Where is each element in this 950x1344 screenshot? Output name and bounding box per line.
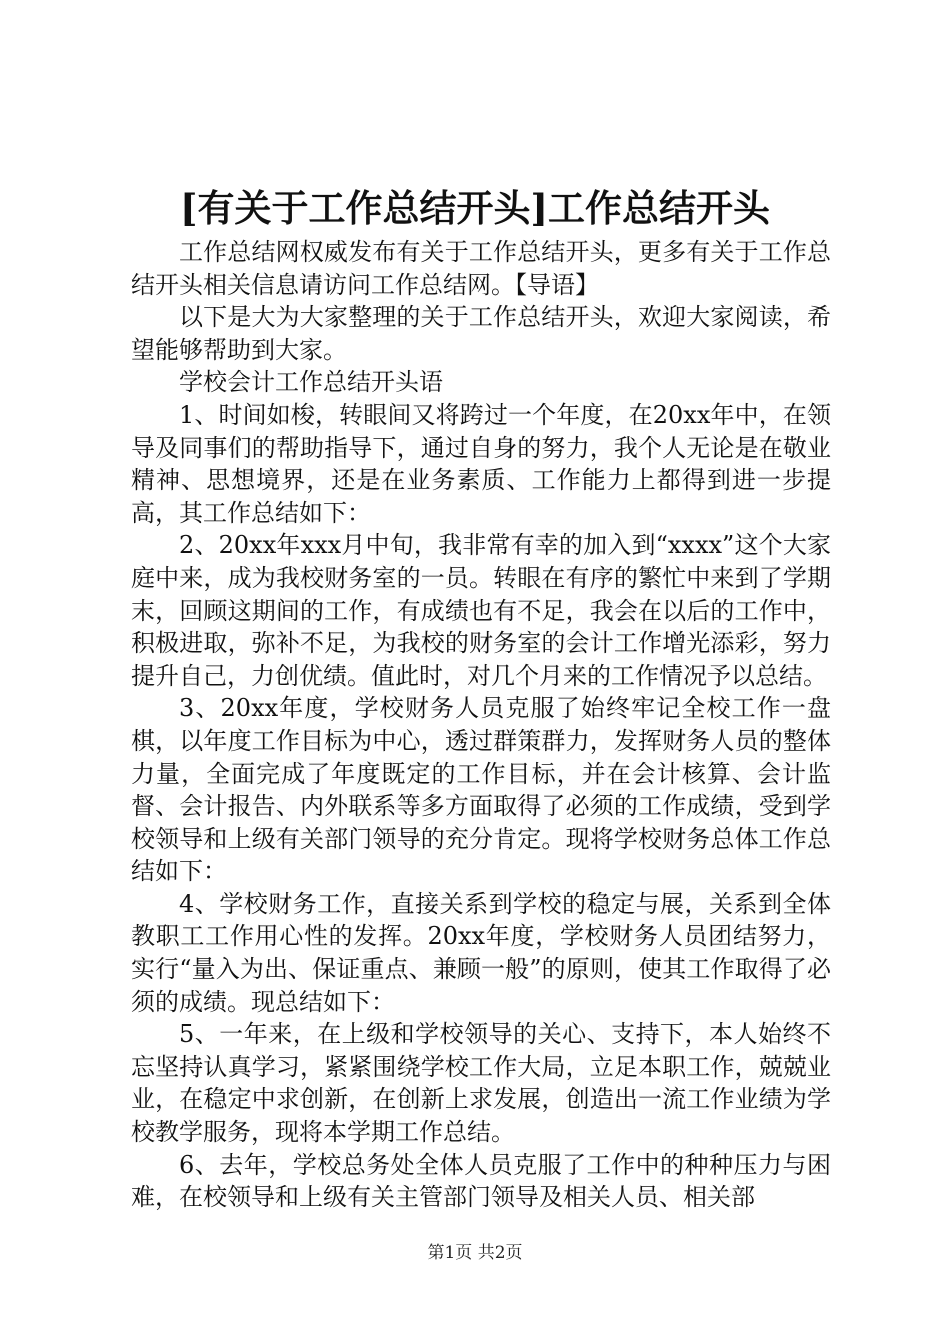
paragraph-item-3: 3、20xx年度，学校财务人员克服了始终牢记全校工作一盘棋，以年度工作目标为中心，透过群策群力，发挥财务人员的整体力量，全面完成了年度既定的工作目标，并在会计核算、会计监督、会计报告、内外联系等多方面取得了必须的工作成绩，受到学校领导和上级有关部门领导的充分肯定。现将学校财务总体工作总结如下： xyxy=(131,694,831,886)
paragraph-item-4: 4、学校财务工作，直接关系到学校的稳定与展，关系到全体教职工工作用心性的发挥。20xx年度，学校财务人员团结努力，实行“量入为出、保证重点、兼顾一般”的原则，使其工作取得了必须的成绩。现总结如下： xyxy=(131,889,831,1016)
document-title: [有关于工作总结开头]工作总结开头 xyxy=(179,186,770,230)
paragraph-item-5: 5、一年来，在上级和学校领导的关心、支持下，本人始终不忘坚持认真学习，紧紧围绕学校工作大局，立足本职工作，兢兢业业，在稳定中求创新，在创新上求发展，创造出一流工作业绩为学校教学服务，现将本学期工作总结。 xyxy=(131,1020,831,1147)
paragraph-item-2: 2、20xx年xxx月中旬，我非常有幸的加入到“xxxx”这个大家庭中来，成为我校财务室的一员。转眼在有序的繁忙中来到了学期末，回顾这期间的工作，有成绩也有不足，我会在以后的工作中，积极进取，弥补不足，为我校的财务室的会计工作增光添彩，努力提升自己，力创优绩。值此时，对几个月来的工作情况予以总结。 xyxy=(131,531,831,690)
paragraph-intro: 工作总结网权威发布有关于工作总结开头，更多有关于工作总结开头相关信息请访问工作总结网。【导语】 xyxy=(131,238,831,299)
paragraph-lead: 以下是大为大家整理的关于工作总结开头，欢迎大家阅读，希望能够帮助到大家。 xyxy=(131,303,831,364)
paragraph-item-1: 1、时间如梭，转眼间又将跨过一个年度，在20xx年中，在领导及同事们的帮助指导下，通过自身的努力，我个人无论是在敬业精神、思想境界，还是在业务素质、工作能力上都得到进一步提高，其工作总结如下： xyxy=(131,400,831,527)
document-body xyxy=(131,236,831,1214)
paragraph-item-6: 6、去年，学校总务处全体人员克服了工作中的种种压力与困难，在校领导和上级有关主管部门领导及相关人员、相关部 xyxy=(131,1150,831,1212)
section-heading: 学校会计工作总结开头语 xyxy=(179,368,443,397)
page-footer: 第1页 共2页 xyxy=(427,1243,523,1263)
